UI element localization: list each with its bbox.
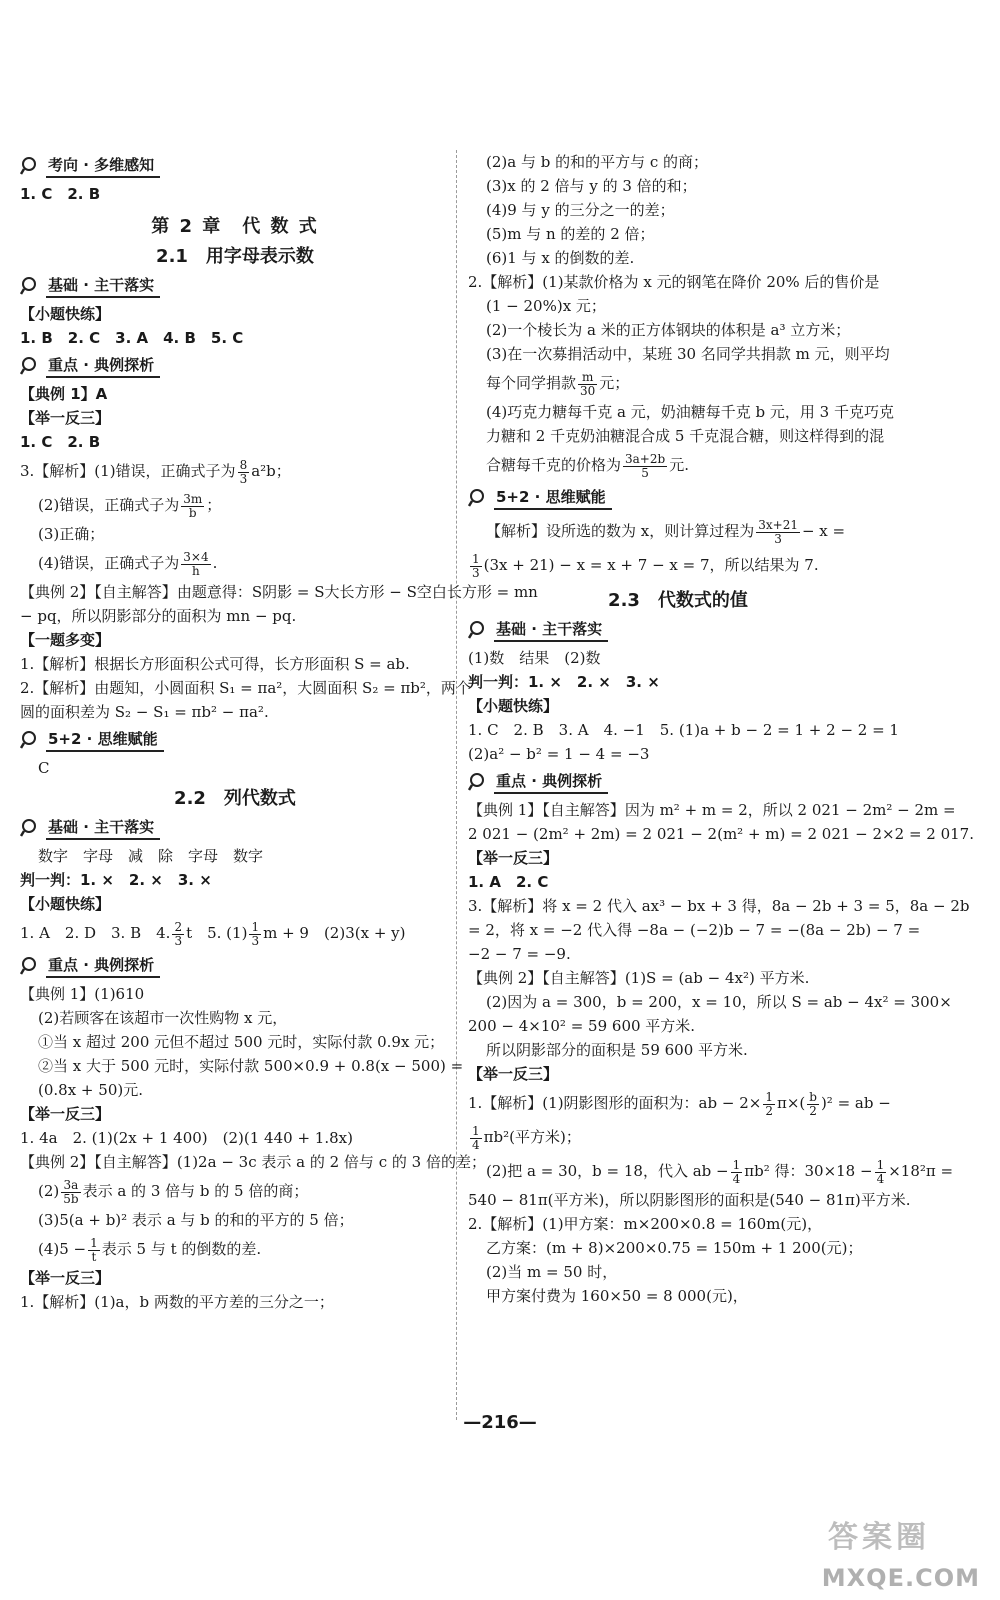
numerator: 3x+21 bbox=[758, 517, 798, 532]
denominator: 4 bbox=[472, 1137, 480, 1152]
answer-line: 3.【解析】将 x = 2 代入 ax³ − bx + 3 得，8a − 2b + 3 = 5，8a − 2b bbox=[468, 897, 970, 915]
section-header bbox=[20, 728, 450, 752]
answer-line: 1. C 2. B bbox=[20, 433, 101, 451]
tag-label: 【举一反三】 bbox=[468, 849, 559, 867]
answer-line bbox=[20, 546, 450, 580]
answer-line: 2.【解析】(1)甲方案：m×200×0.8 = 160m(元)， bbox=[468, 1215, 823, 1233]
section-header bbox=[468, 486, 888, 510]
answer-line: 【典例 2】【自主解答】(1)2a − 3c 表示 a 的 2 倍与 c 的 3 倍的差； bbox=[20, 1153, 486, 1171]
answer-line: 1. B 2. C 3. A 4. B 5. C bbox=[20, 329, 244, 347]
answer-line: (2)当 m = 50 时， bbox=[486, 1263, 618, 1281]
text: πb²(平方米)； bbox=[483, 1128, 581, 1146]
magnifier-icon bbox=[20, 356, 42, 376]
text: (4)5 − bbox=[38, 1240, 87, 1258]
fraction bbox=[623, 453, 667, 480]
denominator: b bbox=[188, 505, 197, 520]
answer-line: 2.【解析】由题知，小圆面积 S₁ = πa²，大圆面积 S₂ = πb²，两个 bbox=[20, 679, 471, 697]
section-header bbox=[20, 816, 450, 840]
section-header bbox=[20, 154, 450, 178]
denominator: 3 bbox=[251, 933, 260, 948]
answer-line: 圆的面积差为 S₂ − S₁ = πb² − πa². bbox=[20, 703, 269, 721]
magnifier-icon bbox=[468, 772, 490, 792]
fraction bbox=[731, 1159, 743, 1186]
magnifier-icon bbox=[20, 818, 42, 838]
answer-line: 2.【解析】(1)某款价格为 x 元的钢笔在降价 20% 后的售价是 bbox=[468, 273, 880, 291]
text: 【解析】设所选的数为 x，则计算过程为 bbox=[486, 522, 755, 540]
answer-line bbox=[20, 454, 450, 488]
answer-line: 200 − 4×10² = 59 600 平方米. bbox=[468, 1017, 696, 1035]
fraction bbox=[238, 459, 250, 486]
answer-line: (4)9 与 y 的三分之一的差； bbox=[486, 201, 675, 219]
denominator: 5b bbox=[63, 1191, 79, 1206]
fraction bbox=[470, 553, 482, 580]
numerator: 3a+2b bbox=[625, 451, 666, 466]
denominator: 3 bbox=[239, 471, 248, 486]
answer-line: 1.【解析】根据长方形面积公式可得，长方形面积 S = ab. bbox=[20, 655, 410, 673]
text: m + 9 (2)3(x + y) bbox=[263, 924, 406, 942]
denominator: 30 bbox=[580, 383, 596, 398]
numerator: 8 bbox=[239, 457, 248, 472]
fraction bbox=[172, 921, 184, 948]
tag-label: 【小题快练】 bbox=[20, 895, 111, 913]
answer-line: 1.【解析】(1)a，b 两数的平方差的三分之一； bbox=[20, 1293, 334, 1311]
tag-label: 【举一反三】 bbox=[20, 409, 111, 427]
numerator: 1 bbox=[765, 1089, 773, 1104]
fraction bbox=[249, 921, 261, 948]
answer-line: 【典例 1】A bbox=[20, 385, 108, 403]
numerator: m bbox=[578, 371, 597, 385]
answer-line: 数字 字母 减 除 字母 数字 bbox=[38, 847, 264, 865]
column-divider bbox=[456, 150, 457, 1420]
section-header bbox=[468, 618, 888, 642]
section-title: 重点 · 典例探析 bbox=[46, 354, 160, 378]
section-title: 考向 · 多维感知 bbox=[46, 154, 160, 178]
section-header bbox=[468, 770, 888, 794]
answer-line bbox=[20, 488, 450, 522]
answer-line bbox=[20, 1232, 450, 1266]
answer-line: = 2，将 x = −2 代入得 −8a − (−2)b − 7 = −(8a − 2b) − 7 = bbox=[468, 921, 921, 939]
text: (2) bbox=[38, 1182, 60, 1200]
text: (2)错误，正确式子为 bbox=[38, 496, 180, 514]
magnifier-icon bbox=[468, 620, 490, 640]
fraction bbox=[756, 519, 800, 546]
answer-line: (3)x 的 2 倍与 y 的 3 倍的和； bbox=[486, 177, 697, 195]
section-title: 5+2 · 思维赋能 bbox=[46, 728, 164, 752]
text: (4)错误，正确式子为 bbox=[38, 554, 180, 572]
section-title: 5+2 · 思维赋能 bbox=[494, 486, 612, 510]
text: − x = bbox=[801, 522, 846, 540]
numerator: b bbox=[809, 1089, 817, 1104]
numerator: 1 bbox=[732, 1157, 741, 1172]
answer-line: 1. C 2. B 3. A 4. −1 5. (1)a + b − 2 = 1 + 2 − 2 = 1 bbox=[468, 721, 899, 739]
numerator: 1 bbox=[90, 1235, 98, 1250]
numerator: 3a bbox=[61, 1179, 80, 1193]
tag-label: 【举一反三】 bbox=[20, 1105, 111, 1123]
answer-line bbox=[468, 548, 888, 582]
subsection-title: 2.3 代数式的值 bbox=[608, 590, 748, 611]
answer-line: 【典例 1】(1)610 bbox=[20, 985, 145, 1003]
text: 1. A 2. D 3. B 4. bbox=[20, 924, 171, 942]
numerator: 1 bbox=[472, 551, 480, 566]
page-number: —216— bbox=[463, 1412, 537, 1433]
answer-line: (6)1 与 x 的倒数的差. bbox=[486, 249, 635, 267]
text: 元. bbox=[669, 456, 689, 474]
answer-line: (1 − 20%)x 元； bbox=[486, 297, 606, 315]
numerator: 3m bbox=[183, 491, 203, 506]
section-header bbox=[20, 954, 450, 978]
subsection-title: 2.2 列代数式 bbox=[174, 788, 296, 809]
answer-line: ②当 x 大于 500 元时，实际付款 500×0.9 + 0.8(x − 500) = bbox=[38, 1057, 464, 1075]
denominator: t bbox=[91, 1249, 97, 1264]
denominator: h bbox=[192, 563, 200, 578]
fraction bbox=[181, 493, 204, 520]
denominator: 3 bbox=[174, 933, 183, 948]
fraction bbox=[763, 1091, 775, 1118]
chapter-title: 第 2 章 代 数 式 bbox=[151, 216, 319, 237]
magnifier-icon bbox=[20, 156, 42, 176]
text: 表示 5 与 t 的倒数的差. bbox=[101, 1240, 262, 1258]
answer-line: 【典例 2】【自主解答】由题意得：S阴影 = S大长方形 − S空白长方形 = mn bbox=[20, 583, 538, 601]
answer-line: 判一判：1. × 2. × 3. × bbox=[468, 673, 660, 691]
denominator: 3 bbox=[774, 531, 782, 546]
text: πb² 得：30×18 − bbox=[744, 1162, 873, 1180]
text: . bbox=[212, 554, 218, 572]
text: 每个同学捐款 bbox=[486, 374, 577, 392]
section-title: 基础 · 主干落实 bbox=[46, 816, 160, 840]
answer-line: C bbox=[38, 759, 50, 777]
text: 元； bbox=[599, 374, 630, 392]
answer-line: − pq，所以阴影部分的面积为 mn − pq. bbox=[20, 607, 297, 625]
denominator: 2 bbox=[765, 1103, 773, 1118]
magnifier-icon bbox=[468, 488, 490, 508]
answer-line: 2 021 − (2m² + 2m) = 2 021 − 2(m² + m) = 2 021 − 2×2 = 2 017. bbox=[468, 825, 974, 843]
section-title: 基础 · 主干落实 bbox=[46, 274, 160, 298]
answer-line: (2)一个棱长为 a 米的正方体钢块的体积是 a³ 立方米； bbox=[486, 321, 851, 339]
watermark-logo: 答案圈 bbox=[828, 1520, 930, 1555]
answer-line: 甲方案付费为 160×50 = 8 000(元)， bbox=[486, 1287, 748, 1305]
answer-line: (0.8x + 50)元. bbox=[38, 1081, 143, 1099]
section-title: 重点 · 典例探析 bbox=[46, 954, 160, 978]
answer-line bbox=[468, 1154, 954, 1188]
answer-line: 判一判：1. × 2. × 3. × bbox=[20, 871, 212, 889]
denominator: 4 bbox=[876, 1171, 885, 1186]
tag-label: 【一题多变】 bbox=[20, 631, 111, 649]
text: (2)把 a = 30，b = 18，代入 ab − bbox=[486, 1162, 729, 1180]
answer-line: (2)a 与 b 的和的平方与 c 的商； bbox=[486, 153, 709, 171]
answer-line: (5)m 与 n 的差的 2 倍； bbox=[486, 225, 655, 243]
answer-line: ①当 x 超过 200 元但不超过 500 元时，实际付款 0.9x 元； bbox=[38, 1033, 445, 1051]
answer-line: 1. A 2. C bbox=[468, 873, 549, 891]
subsection-title: 2.1 用字母表示数 bbox=[156, 246, 314, 267]
numerator: 1 bbox=[251, 919, 260, 934]
answer-line: (3)5(a + b)² 表示 a 与 b 的和的平方的 5 倍； bbox=[38, 1211, 354, 1229]
answer-line: (1)数 结果 (2)数 bbox=[468, 649, 601, 667]
answer-line: 力糖和 2 千克奶油糖混合成 5 千克混合糖，则这样得到的混 bbox=[486, 427, 885, 445]
answer-line: (2)因为 a = 300，b = 200，x = 10，所以 S = ab − 4x² = 300× bbox=[486, 993, 952, 1011]
answer-line: 540 − 81π(平方米)，所以阴影图形的面积是(540 − 81π)平方米. bbox=[468, 1191, 911, 1209]
answer-line bbox=[468, 1086, 891, 1120]
tag-label: 【小题快练】 bbox=[20, 305, 111, 323]
fraction bbox=[88, 1237, 100, 1264]
numerator: 1 bbox=[472, 1123, 480, 1138]
text: )² = ab − bbox=[820, 1094, 891, 1112]
section-title: 基础 · 主干落实 bbox=[494, 618, 608, 642]
numerator: 2 bbox=[174, 919, 183, 934]
numerator: 3×4 bbox=[183, 549, 209, 564]
text: 1.【解析】(1)阴影图形的面积为：ab − 2× bbox=[468, 1094, 762, 1112]
answer-line: (2)a² − b² = 1 − 4 = −3 bbox=[468, 745, 650, 763]
answer-line: 【典例 2】【自主解答】(1)S = (ab − 4x²) 平方米. bbox=[468, 969, 810, 987]
denominator: 4 bbox=[732, 1171, 741, 1186]
answer-line: (3)在一次募捐活动中，某班 30 名同学共捐款 m 元，则平均 bbox=[486, 345, 890, 363]
answer-line bbox=[20, 1174, 450, 1208]
fraction bbox=[875, 1159, 887, 1186]
tag-label: 【举一反三】 bbox=[468, 1065, 559, 1083]
text: 3.【解析】(1)错误，正确式子为 bbox=[20, 462, 236, 480]
answer-line: 所以阴影部分的面积是 59 600 平方米. bbox=[486, 1041, 748, 1059]
answer-line: −2 − 7 = −9. bbox=[468, 945, 571, 963]
answer-line: 1. C 2. B bbox=[20, 185, 101, 203]
right-column bbox=[468, 150, 974, 1308]
section-title: 重点 · 典例探析 bbox=[494, 770, 608, 794]
text: 合糖每千克的价格为 bbox=[486, 456, 622, 474]
answer-line: (2)若顾客在该超市一次性购物 x 元， bbox=[38, 1009, 288, 1027]
text: t 5. (1) bbox=[186, 924, 248, 942]
text: π×( bbox=[776, 1094, 806, 1112]
answer-line: 【典例 1】【自主解答】因为 m² + m = 2，所以 2 021 − 2m² − 2m = bbox=[468, 801, 956, 819]
magnifier-icon bbox=[20, 730, 42, 750]
text: ×18²π = bbox=[888, 1162, 954, 1180]
fraction bbox=[61, 1179, 80, 1206]
denominator: 3 bbox=[472, 565, 480, 580]
answer-line: 乙方案：(m + 8)×200×0.75 = 150m + 1 200(元)； bbox=[486, 1239, 863, 1257]
answer-line bbox=[20, 916, 450, 950]
denominator: 5 bbox=[641, 465, 649, 480]
answer-line: 1. 4a 2. (1)(2x + 1 400) (2)(1 440 + 1.8x) bbox=[20, 1129, 353, 1147]
tag-label: 【举一反三】 bbox=[20, 1269, 111, 1287]
magnifier-icon bbox=[20, 956, 42, 976]
fraction bbox=[807, 1091, 819, 1118]
answer-line: (3)正确； bbox=[38, 525, 105, 543]
answer-line bbox=[468, 448, 888, 482]
numerator: 1 bbox=[876, 1157, 885, 1172]
denominator: 2 bbox=[809, 1103, 817, 1118]
fraction bbox=[181, 551, 210, 578]
text: (3x + 21) − x = x + 7 − x = 7，所以结果为 7. bbox=[483, 556, 819, 574]
text: 表示 a 的 3 倍与 b 的 5 倍的商； bbox=[82, 1182, 309, 1200]
answer-line: (4)巧克力糖每千克 a 元，奶油糖每千克 b 元，用 3 千克巧克 bbox=[486, 403, 894, 421]
text: ； bbox=[206, 496, 222, 514]
section-header bbox=[20, 274, 450, 298]
watermark-url: MXQE.COM bbox=[821, 1564, 980, 1592]
answer-line bbox=[468, 366, 888, 400]
fraction bbox=[578, 371, 597, 398]
fraction bbox=[470, 1125, 482, 1152]
answer-line bbox=[468, 514, 888, 548]
text: a²b； bbox=[251, 462, 291, 480]
answer-line bbox=[468, 1120, 888, 1154]
section-header bbox=[20, 354, 450, 378]
tag-label: 【小题快练】 bbox=[468, 697, 559, 715]
magnifier-icon bbox=[20, 276, 42, 296]
